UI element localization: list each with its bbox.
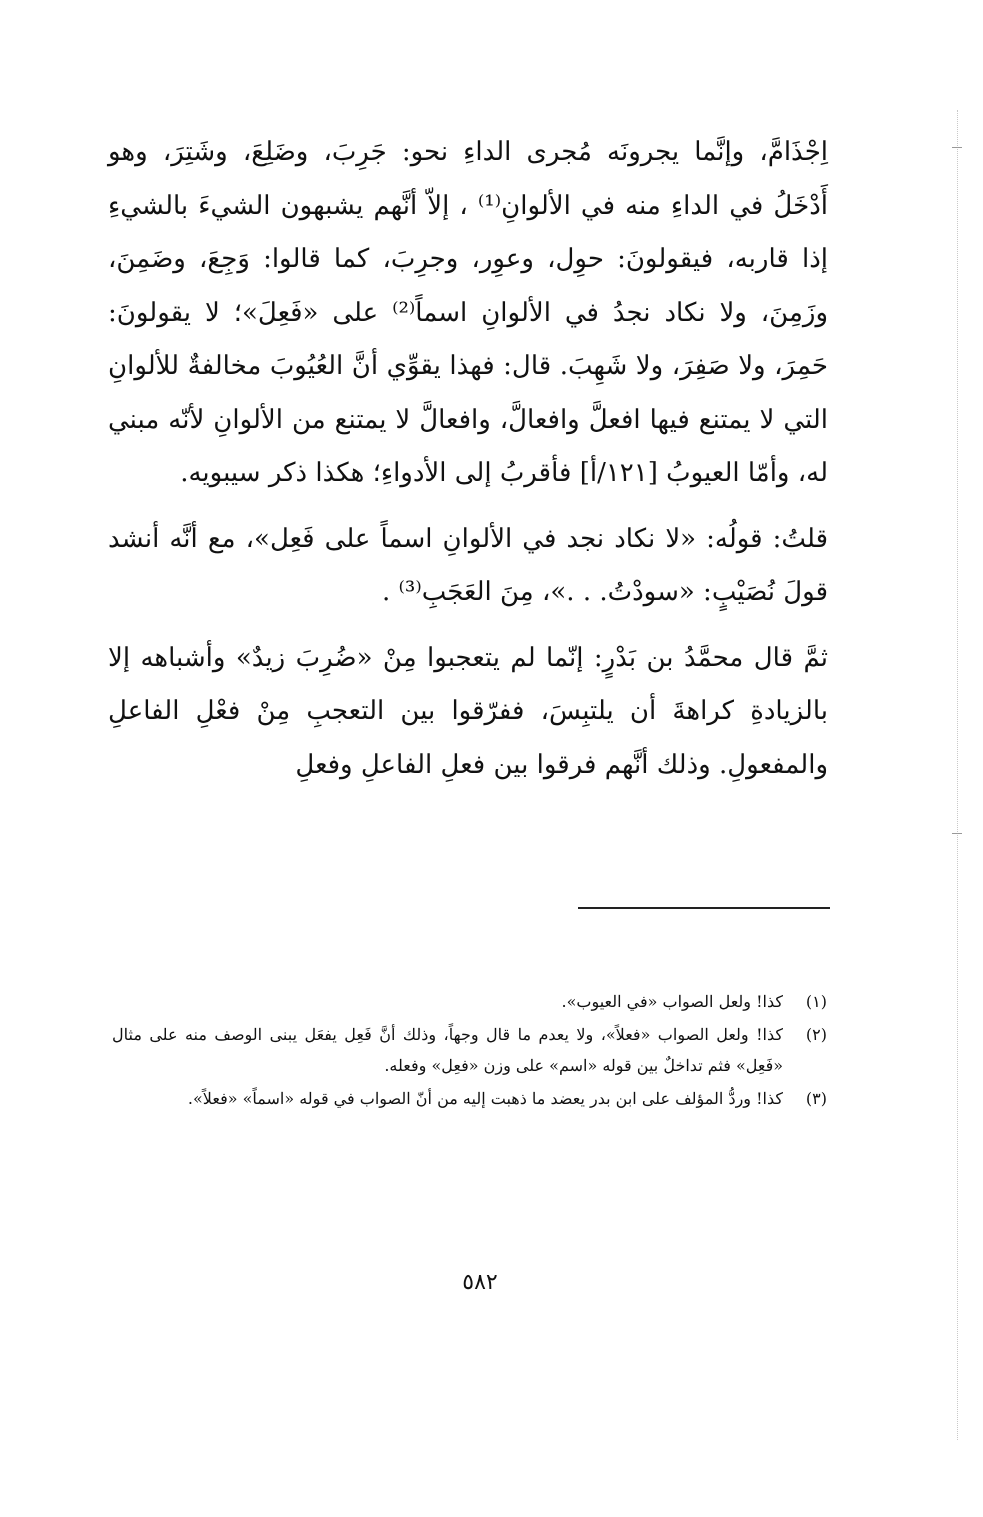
scan-margin-tick	[952, 833, 962, 834]
footnotes	[112, 986, 827, 1114]
paragraph-1: اِجْذَامَّ، وإنَّما يجرونَه مُجرى الداءِ نحو: جَرِبَ، وضَلِعَ، وشَتِرَ، وهو أَدْخَلُ في الداءِ منه في الألوانِ⁽¹⁾ ، إلاّ أنَّهم يشبهون الشيءَ بالشيءِ إذا قاربه، فيقولونَ: حوِل، وعوِر، وجرِبَ، كما قالوا: وَجِعَ، وضَمِنَ، وزَمِنَ، ولا نكاد نجدُ في الألوانِ اسماً⁽²⁾ على «فَعِلَ»؛ لا يقولونَ: حَمِرَ، ولا صَفِرَ، ولا شَهِبَ. قال: فهذا يقوِّي أنَّ العُيُوبَ مخالفةٌ للألوانِ التي لا يمتنع فيها افعلَّ وافعالَّ، وافعالَّ لا يمتنع من الألوانِ لأنّه مبني له، وأمّا العيوبُ [١٢١/أ] فأقربُ إلى الأدواءِ؛ هكذا ذكر سيبويه.	[108, 137, 829, 488]
paragraph-3: ثمَّ قال محمَّدُ بن بَدْرٍ: إنّما لم يتعجبوا مِنْ «ضُرِبَ زيدٌ» وأشباهه إلا بالزيادةِ كراهةَ أن يلتبِسَ، ففرّقوا بين التعجبِ مِنْ فعْلِ الفاعلِ والمفعولِ. وذلك أنَّهم فرقوا بين فعلِ الفاعلِ وفعلِ	[108, 642, 828, 780]
footnote	[112, 1083, 827, 1114]
footnote-text: كذا! ولعل الصواب «فعلاً»، ولا يعدم ما قال وجهاً، وذلك أنَّ فَعِل يفعَل يبنى الوصف منه على مثال «فَعِل» فثم تداخلٌ بين قوله «اسم» على وزن «فعِل» وفعله.	[112, 1025, 783, 1075]
footnote-number: (٣)	[805, 1089, 827, 1108]
footnote-text: كذا! وردُّ المؤلف على ابن بدر يعضد ما ذهبت إليه من أنّ الصواب في قوله «اسماً» «فعلاً».	[187, 1089, 783, 1108]
footnote-number: (٢)	[805, 1025, 827, 1044]
footnote	[112, 1019, 827, 1081]
footnote-number: (١)	[805, 992, 827, 1011]
page-number: ٥٨٢	[462, 1270, 498, 1295]
main-text	[108, 126, 828, 792]
paragraph-2: قلتُ: قولُه: «لا نكاد نجد في الألوانِ اسماً على فَعِل»، مع أنَّه أنشد قولَ نُصَيْبٍ: «سودْتُ. . .»، مِنَ العَجَبِ⁽³⁾ .	[108, 523, 828, 607]
scan-margin-line	[957, 110, 958, 1440]
scan-margin-tick	[952, 147, 962, 148]
footnote-text: كذا! ولعل الصواب «في العيوب».	[561, 992, 783, 1011]
footnote-separator	[578, 907, 830, 909]
footnote	[112, 986, 827, 1017]
